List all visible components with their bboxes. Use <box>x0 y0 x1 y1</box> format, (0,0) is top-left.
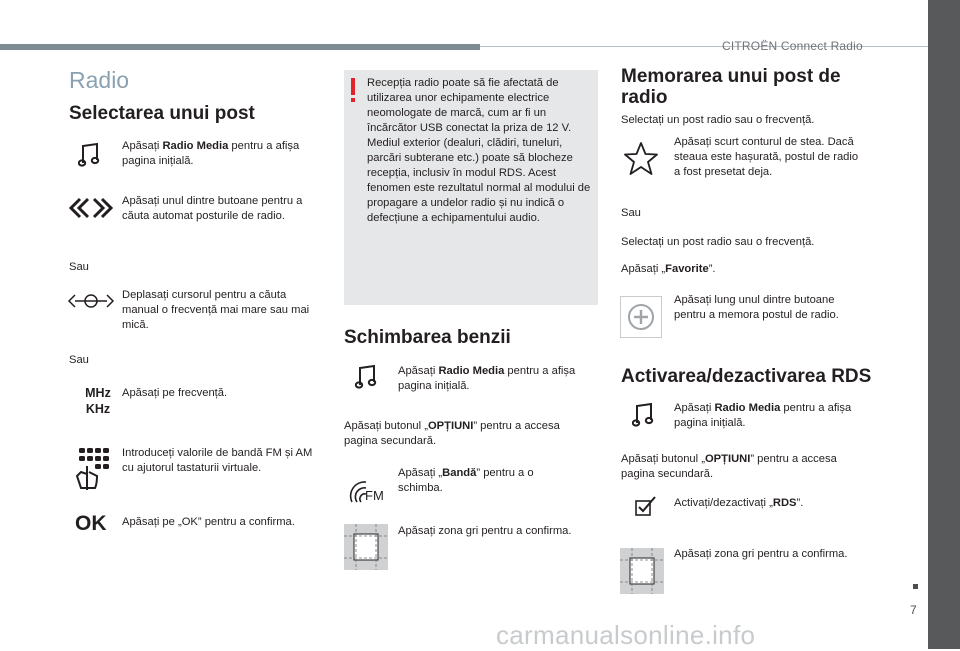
section-heading-select-station: Selectarea unui post <box>69 103 255 124</box>
fm-label: FM <box>365 488 384 503</box>
or-label-3: Sau <box>621 207 641 219</box>
instruction-auto-seek: Apăsați unul dintre butoane pentru a căuta automat posturile de radio. <box>122 195 303 222</box>
section-heading-rds: Activarea/dezactivarea RDS <box>621 366 872 387</box>
instruction-band: Apăsați „Bandă” pentru a o schimba. <box>398 467 534 494</box>
instruction-options-button-2: Apăsați butonul „OPȚIUNI” pentru a accesa pagina secundară. <box>621 453 837 480</box>
star-icon <box>620 138 662 180</box>
seek-arrows-icon <box>66 195 116 221</box>
instruction-radio-media-2: Apăsați Radio Media pentru a afișa pagina inițială. <box>398 365 576 392</box>
or-label: Sau <box>69 261 89 273</box>
brand-header: CITROËN Connect Radio <box>722 39 863 53</box>
section-heading-change-band: Schimbarea benzii <box>344 327 511 348</box>
instruction-options-button: Apăsați butonul „OPȚIUNI” pentru a accesa pagina secundară. <box>344 420 560 447</box>
music-note-icon-2 <box>353 362 379 392</box>
fm-band-icon <box>346 472 390 508</box>
music-note-icon <box>76 140 102 170</box>
page-marker <box>913 584 918 589</box>
select-station-text: Selectați un post radio sau o frecvență. <box>621 114 815 126</box>
virtual-keyboard-icon <box>72 446 112 492</box>
instruction-virtual-keyboard: Introduceți valorile de bandă FM și AM cu ajutorul tastaturii virtuale. <box>122 447 313 474</box>
or-label-2: Sau <box>69 354 89 366</box>
instruction-ok-confirm: Apăsați pe „OK” pentru a confirma. <box>122 516 295 528</box>
header-rule <box>0 44 480 50</box>
instruction-star: Apăsați scurt conturul de stea. Dacă steaua este hașurată, postul de radio a fost presetat deja. <box>674 136 859 178</box>
warning-text: Recepția radio poate să fie afectată de utilizarea unor echipamente electrice neomologate de marcă, cum ar fi un încărcător USB conectat la priza de 12 V. Mediul exterior (dealuri, clădiri, tuneluri, parcări subterane etc.) poate să blocheze recepția, inclusiv în modul RDS. Acest fenomen este rezultatul normal al modului de propagare a undelor radio și nu indică o defecțiune a echipamentului audio. <box>367 77 591 224</box>
mhz-label: MHz <box>85 386 111 400</box>
instruction-radio-media-3: Apăsați Radio Media pentru a afișa pagina inițială. <box>674 402 852 429</box>
instruction-grey-zone-2: Apăsați zona gri pentru a confirma. <box>674 548 848 560</box>
select-station-text-2: Selectați un post radio sau o frecvență. <box>621 236 815 248</box>
section-heading-memorize-station: Memorarea unui post de radio <box>621 66 841 108</box>
grey-zone-icon-2 <box>620 548 664 594</box>
add-preset-icon <box>620 296 662 338</box>
instruction-radio-media: Apăsați Radio Media pentru a afișa pagina inițială. <box>122 140 300 167</box>
instruction-press-frequency: Apăsați pe frecvență. <box>122 387 228 399</box>
watermark: carmanualsonline.info <box>496 620 756 650</box>
page-title: Radio <box>69 67 130 93</box>
instruction-favorites: Apăsați „Favorite”. <box>621 263 716 275</box>
page-side-bar <box>928 0 960 649</box>
khz-label: KHz <box>85 402 111 416</box>
ok-icon: OK <box>75 512 107 535</box>
grey-zone-icon <box>344 524 388 570</box>
checkbox-icon <box>632 494 658 520</box>
warning-exclamation-icon <box>348 78 358 104</box>
frequency-icon <box>78 385 118 417</box>
instruction-toggle-rds: Activați/dezactivați „RDS”. <box>674 497 804 509</box>
music-note-icon-3 <box>630 400 656 430</box>
page-number: 7 <box>910 603 917 617</box>
instruction-manual-tuning: Deplasați cursorul pentru a căuta manual o frecvență mai mare sau mai mică. <box>122 289 310 331</box>
instruction-grey-zone: Apăsați zona gri pentru a confirma. <box>398 525 572 537</box>
instruction-long-press: Apăsați lung unul dintre butoane pentru a memora postul de radio. <box>674 294 839 321</box>
tuning-slider-icon <box>66 289 116 313</box>
